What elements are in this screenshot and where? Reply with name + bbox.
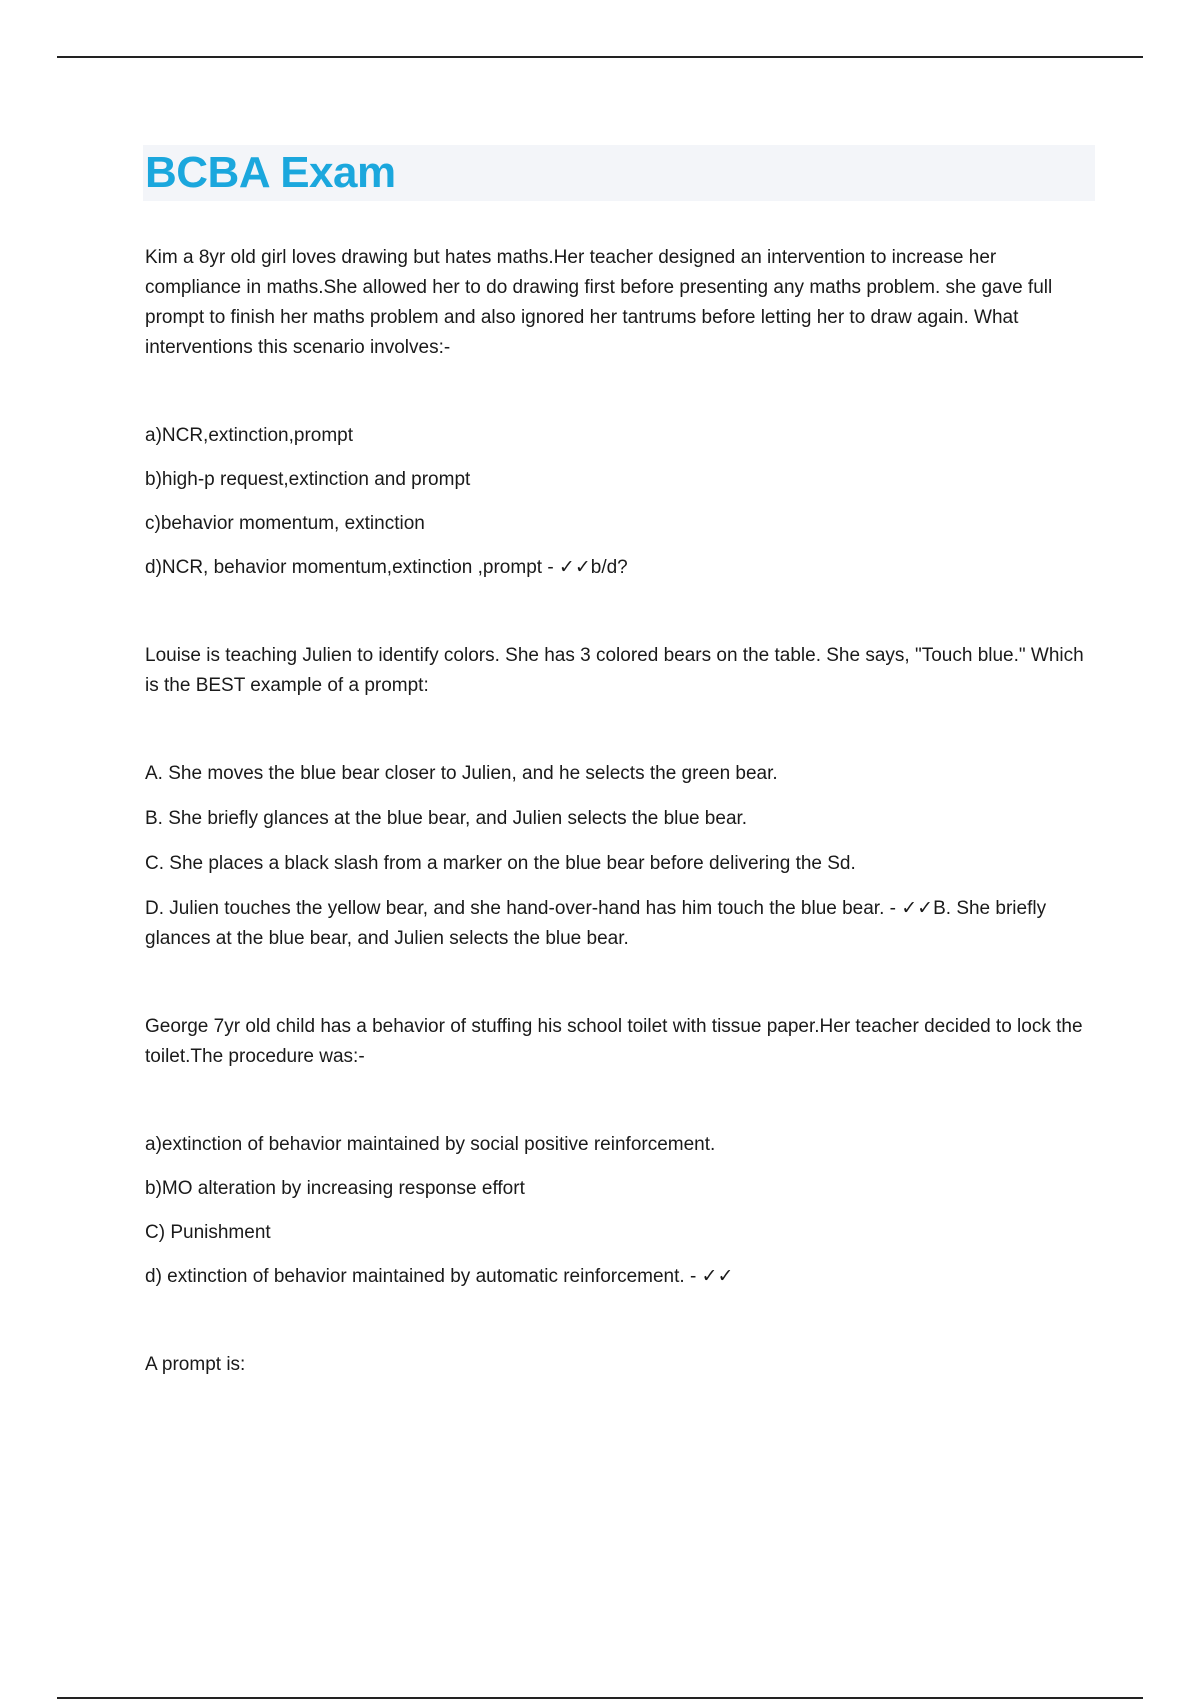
question-1-option-b: b)high-p request,extinction and prompt	[145, 469, 471, 490]
title-band	[143, 145, 1095, 201]
question-2-options	[145, 759, 1095, 954]
question-3-stem: George 7yr old child has a behavior of stuffing his school toilet with tissue paper.Her teacher decided to lock the toilet.The procedure was:-	[145, 1016, 1083, 1067]
question-3-option-d: d) extinction of behavior maintained by automatic reinforcement. - ✓✓	[145, 1266, 734, 1287]
document-title: BCBA Exam	[145, 148, 396, 197]
question-2-stem: Louise is teaching Julien to identify colors. She has 3 colored bears on the table. She says, "Touch blue." Which is the BEST example of a prompt:	[145, 645, 1084, 696]
question-1-stem: Kim a 8yr old girl loves drawing but hates maths.Her teacher designed an intervention to increase her compliance in maths.She allowed her to do drawing first before presenting any maths problem. she gave full prompt to finish her maths problem and also ignored her tantrums before letting her to draw again. What interventions this scenario involves:-	[145, 247, 1053, 358]
question-2-option-c: C. She places a black slash from a marker on the blue bear before delivering the Sd.	[145, 853, 856, 874]
question-1-option-d: d)NCR, behavior momentum,extinction ,prompt - ✓✓b/d?	[145, 557, 628, 578]
question-3-option-a: a)extinction of behavior maintained by social positive reinforcement.	[145, 1134, 716, 1155]
question-2-option-b: B. She briefly glances at the blue bear, and Julien selects the blue bear.	[145, 808, 748, 829]
question-3-option-b: b)MO alteration by increasing response effort	[145, 1178, 525, 1199]
question-2-option-d: D. Julien touches the yellow bear, and she hand-over-hand has him touch the blue bear. - ✓✓B. She briefly glances at the blue bear, and Julien selects the blue bear.	[145, 898, 1047, 949]
bottom-rule	[57, 1697, 1143, 1699]
question-1-options	[145, 421, 1095, 583]
question-2-option-a: A. She moves the blue bear closer to Julien, and he selects the green bear.	[145, 763, 778, 784]
question-3-option-c: C) Punishment	[145, 1222, 271, 1243]
question-1-option-c: c)behavior momentum, extinction	[145, 513, 425, 534]
question-4-stem: A prompt is:	[145, 1354, 246, 1375]
question-1-option-a: a)NCR,extinction,prompt	[145, 425, 354, 446]
top-rule	[57, 56, 1143, 58]
question-3-options	[145, 1130, 1095, 1292]
document-body	[145, 145, 1095, 1380]
